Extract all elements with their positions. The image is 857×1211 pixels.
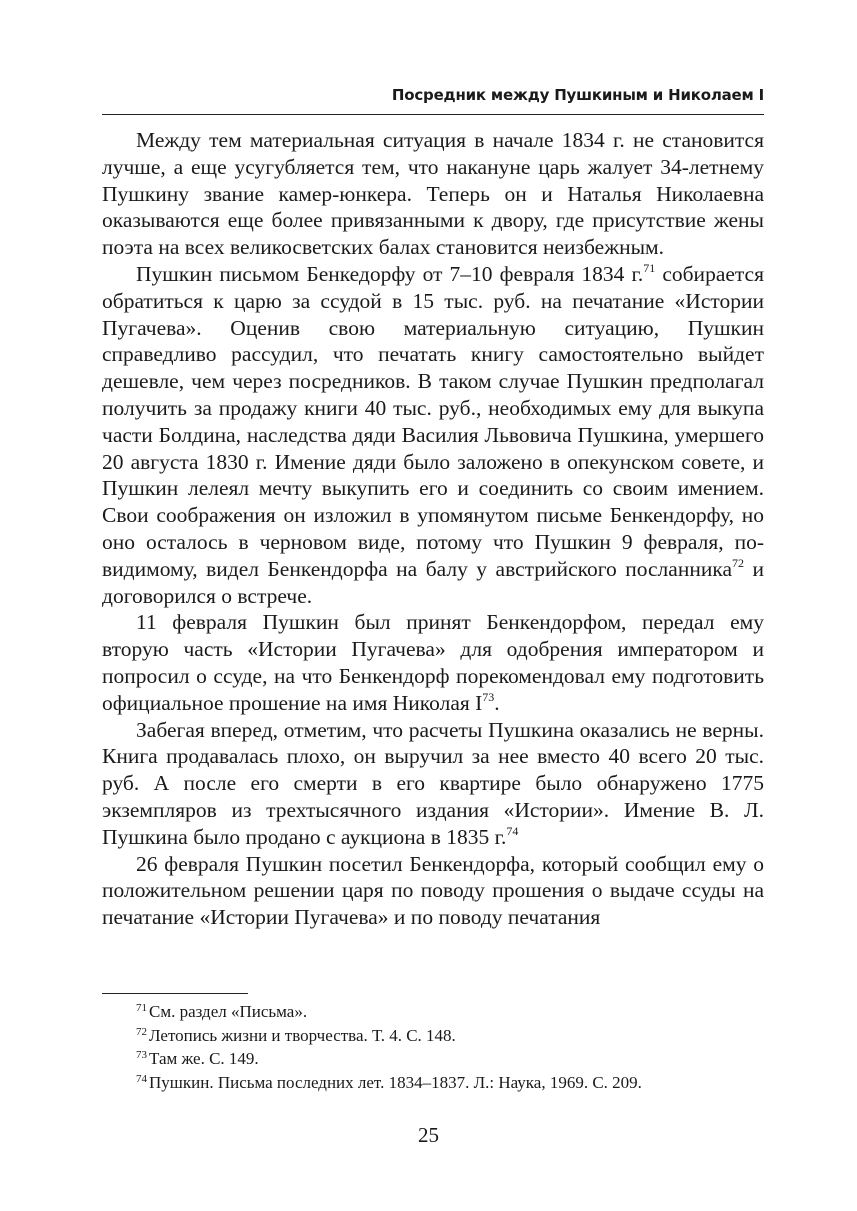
footnote-separator — [102, 993, 248, 994]
paragraph-5: 26 февраля Пушкин посетил Бенкендорфа, который сообщил ему о положительном решении царя по поводу прошения о выдаче ссуды на печатание «Истории Пугачева» и по поводу печатания — [102, 851, 764, 930]
paragraph-4: Забегая вперед, отметим, что расчеты Пушкина оказались не верны. Книга продавалась плохо, он выручил за нее вместо 40 всего 20 тыс. руб. А после его смерти в его квартире было обнаружено 1775 экземпляров из трехтысячного издания «Истории». Имение В. Л. Пушкина было продано с аукциона в 1835 г.$^{74}$ — [102, 717, 764, 849]
footnote-73: $^{73}$ Там же. С. 149. — [136, 1049, 259, 1068]
body-text — [102, 127, 764, 931]
footnote-71: $^{71}$ См. раздел «Письма». — [136, 1002, 308, 1021]
paragraph-2: Пушкин письмом Бенкедорфу от 7–10 февраля 1834 г.$^{71}$ собирается обратиться к царю за ссудой в 15 тыс. руб. на печатание «Истории Пугачева». Оценив свою материальную ситуацию, Пушкин справедливо рассудил, что печатать книгу самостоятельно выйдет дешевле, чем через посредников. В таком случае Пушкин предполагал получить за продажу книги 40 тыс. руб., необходимых ему для выкупа части Болдина, наследства дяди Василия Львовича Пушкина, умершего 20 августа 1830 г. Имение дяди было заложено в опекунском совете, и Пушкин лелеял мечту выкупить его и соединить со своим имением. Свои соображения он изложил в упомянутом письме Бенкендорфу, но оно осталось в черновом виде, потому что Пушкин 9 февраля, по-видимому, видел Бенкендорфа на балу у австрийского посланника$^{72}$ и договорился о встрече. — [102, 260, 764, 608]
footnote-74: $^{74}$ Пушкин. Письма последних лет. 1834–1837. Л.: Наука, 1969. С. 209. — [136, 1072, 642, 1092]
footnote-ref-73[interactable]: 73 — [482, 689, 495, 704]
running-title: Посредник между Пушкиным и Николаем I — [391, 86, 764, 104]
page-number: 25 — [418, 1123, 439, 1147]
paragraph-3: 11 февраля Пушкин был принят Бенкендорфом, передал ему вторую часть «Истории Пугачева» для одобрения императором и попросил о ссуде, на что Бенкендорф порекомендовал ему подготовить официальное прошение на имя Николая I$^{73}$. — [102, 610, 764, 715]
footnotes — [136, 1000, 776, 1094]
footnote-72: $^{72}$ Летопись жизни и творчества. Т. 4. С. 148. — [136, 1025, 456, 1045]
footnote-ref-74[interactable]: 74 — [506, 823, 519, 838]
footnote-ref-71[interactable]: 71 — [643, 260, 656, 275]
header-rule — [102, 114, 764, 115]
paragraph-1: Между тем материальная ситуация в начале 1834 г. не становится лучше, а еще усугубляется тем, что накануне царь жалует 34-летнему Пушкину звание камер-юнкера. Теперь он и Наталья Николаевна оказываются еще более привязанными к двору, где присутствие жены поэта на всех великосветских балах становится неизбежным. — [102, 128, 764, 260]
footnote-ref-72[interactable]: 72 — [732, 555, 745, 570]
